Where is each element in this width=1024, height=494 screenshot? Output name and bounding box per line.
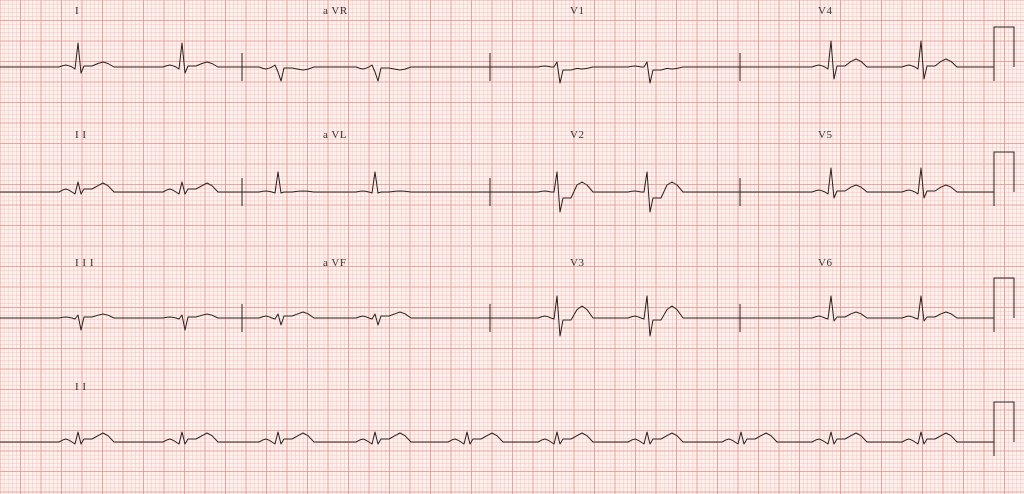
lead-label-rhythm-II: I I	[75, 381, 87, 393]
lead-trace-aVR	[242, 65, 490, 81]
lead-trace-II	[0, 182, 242, 194]
lead-trace-I	[0, 43, 242, 73]
lead-label-II: I I	[75, 129, 87, 141]
lead-trace-aVF	[242, 312, 490, 325]
lead-label-V3: V3	[570, 257, 585, 269]
calibration-pulse	[994, 278, 1014, 318]
lead-trace-V6	[740, 296, 994, 321]
lead-label-III: I I I	[75, 257, 94, 269]
lead-trace-V5	[740, 168, 994, 198]
lead-label-V1: V1	[570, 5, 585, 17]
ecg-traces	[0, 27, 1014, 456]
rhythm-strip-trace	[0, 432, 994, 444]
lead-label-V6: V6	[818, 257, 833, 269]
lead-label-I: I	[75, 5, 80, 17]
lead-label-aVL: a VL	[323, 129, 348, 141]
lead-trace-V4	[740, 41, 994, 79]
lead-label-V2: V2	[570, 129, 585, 141]
lead-label-aVF: a VF	[323, 257, 347, 269]
lead-label-V5: V5	[818, 129, 833, 141]
calibration-pulse	[994, 402, 1014, 442]
lead-label-V4: V4	[818, 5, 833, 17]
lead-trace-aVL	[242, 172, 490, 193]
lead-label-aVR: a VR	[323, 5, 348, 17]
